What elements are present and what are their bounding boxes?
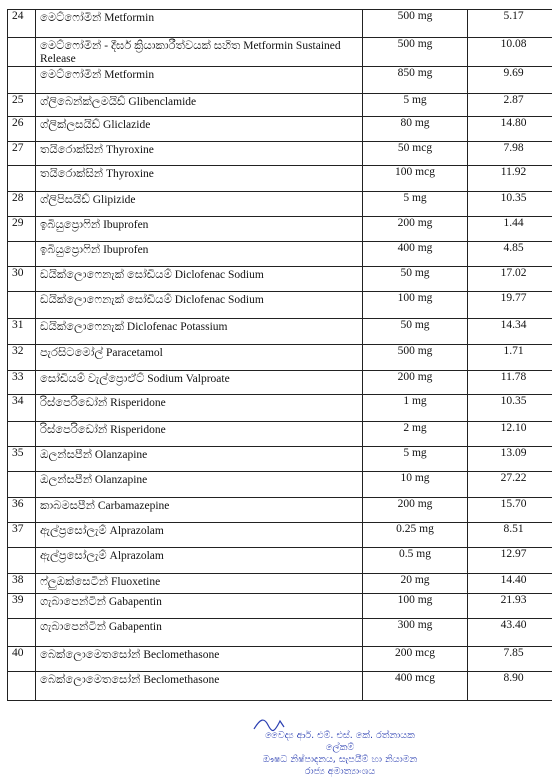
price-cell: 13.09 bbox=[468, 447, 552, 472]
row-number-cell: 24 bbox=[8, 10, 36, 38]
drug-name-cell bbox=[36, 472, 363, 498]
drug-name-text: තයිරොක්සින් Thyroxine bbox=[40, 144, 154, 156]
drug-name-text: ඔලන්සපීන් Olanzapine bbox=[40, 474, 148, 486]
drug-name-text: මෙට්ෆෝමින් Metformin bbox=[40, 69, 155, 81]
price-cell: 10.35 bbox=[468, 192, 552, 217]
drug-name-cell bbox=[36, 345, 363, 371]
table-row bbox=[8, 447, 552, 472]
table-row bbox=[8, 94, 552, 117]
drug-name-text: කාබමසපීන් Carbamazepine bbox=[40, 500, 170, 512]
row-number-cell: 36 bbox=[8, 498, 36, 523]
row-number-cell bbox=[8, 292, 36, 319]
drug-name-cell bbox=[36, 594, 363, 619]
dose-cell: 2 mg bbox=[363, 422, 468, 447]
drug-name-cell bbox=[36, 292, 363, 319]
row-number-cell: 37 bbox=[8, 523, 36, 548]
dose-cell: 10 mg bbox=[363, 472, 468, 498]
drug-name-text: ඔලන්සපීන් Olanzapine bbox=[40, 449, 148, 461]
price-cell: 9.69 bbox=[468, 67, 552, 94]
table-row bbox=[8, 498, 552, 523]
table-row bbox=[8, 67, 552, 94]
dose-cell: 5 mg bbox=[363, 192, 468, 217]
row-number-cell bbox=[8, 548, 36, 574]
drug-name-text: ෆ්ලුඔක්සෙටින් Fluoxetine bbox=[40, 576, 161, 588]
drug-name-cell bbox=[36, 94, 363, 117]
drug-name-text: ග්ලිබෙන්ක්ලමයිඩ් Glibenclamide bbox=[40, 96, 197, 108]
price-cell: 27.22 bbox=[468, 472, 552, 498]
table-row bbox=[8, 422, 552, 447]
table-row bbox=[8, 192, 552, 217]
price-cell: 7.85 bbox=[468, 647, 552, 672]
table-row bbox=[8, 672, 552, 701]
table-row bbox=[8, 217, 552, 242]
drug-name-text: ඉබියුප්‍රොෆින් Ibuprofen bbox=[40, 244, 149, 256]
table-row bbox=[8, 10, 552, 38]
price-cell: 12.97 bbox=[468, 548, 552, 574]
price-cell: 7.98 bbox=[468, 142, 552, 166]
table-row bbox=[8, 319, 552, 345]
dose-cell: 20 mg bbox=[363, 574, 468, 594]
row-number-cell: 33 bbox=[8, 371, 36, 395]
drug-name-cell bbox=[36, 548, 363, 574]
dose-cell: 200 mg bbox=[363, 217, 468, 242]
dose-cell: 200 mcg bbox=[363, 647, 468, 672]
table-row bbox=[8, 395, 552, 422]
drug-name-text: තයිරොක්සින් Thyroxine bbox=[40, 168, 154, 180]
price-cell: 2.87 bbox=[468, 94, 552, 117]
drug-name-cell bbox=[36, 67, 363, 94]
table-row bbox=[8, 267, 552, 292]
drug-name-cell bbox=[36, 523, 363, 548]
drug-name-text: ගැබාපෙන්ටින් Gabapentin bbox=[40, 596, 162, 608]
drug-name-text: ගැබාපෙන්ටින් Gabapentin bbox=[40, 621, 162, 633]
price-cell: 10.08 bbox=[468, 38, 552, 67]
row-number-cell bbox=[8, 619, 36, 647]
row-number-cell: 38 bbox=[8, 574, 36, 594]
price-cell: 10.35 bbox=[468, 395, 552, 422]
row-number-cell bbox=[8, 422, 36, 447]
table-row bbox=[8, 548, 552, 574]
price-cell: 17.02 bbox=[468, 267, 552, 292]
dose-cell: 0.25 mg bbox=[363, 523, 468, 548]
row-number-cell: 29 bbox=[8, 217, 36, 242]
drug-name-text: බෙක්ලොමෙතසෝන් Beclomethasone bbox=[40, 674, 220, 686]
drug-name-cell bbox=[36, 319, 363, 345]
row-number-cell bbox=[8, 166, 36, 192]
drug-name-cell bbox=[36, 422, 363, 447]
drug-name-cell bbox=[36, 142, 363, 166]
table-row bbox=[8, 472, 552, 498]
dose-cell: 100 mcg bbox=[363, 166, 468, 192]
dose-cell: 80 mg bbox=[363, 117, 468, 142]
signatory-name: වෛද්‍ය ආර්. එම්. එස්. කේ. රත්නායක bbox=[265, 730, 415, 741]
drug-name-text: රිස්පෙරිඩෝන් Risperidone bbox=[40, 424, 166, 436]
price-cell: 19.77 bbox=[468, 292, 552, 319]
drug-name-text: ඩයික්ලොෆෙනැක් සෝඩියම් Diclofenac Sodium bbox=[40, 269, 264, 281]
dose-cell: 0.5 mg bbox=[363, 548, 468, 574]
table-row bbox=[8, 574, 552, 594]
drug-name-text: රිස්පෙරිඩෝන් Risperidone bbox=[40, 397, 166, 409]
drug-name-text: ග්ලිපිසයිඩ් Glipizide bbox=[40, 194, 136, 206]
dose-cell: 100 mg bbox=[363, 292, 468, 319]
drug-name-text: ග්ලික්ලසයිඩ් Gliclazide bbox=[40, 119, 151, 131]
dose-cell: 50 mg bbox=[363, 319, 468, 345]
price-cell: 14.34 bbox=[468, 319, 552, 345]
drug-name-text: පැරසිටමෝල් Paracetamol bbox=[40, 347, 163, 359]
drug-name-text: ඇල්ප්‍රසෝලැම් Alprazolam bbox=[40, 550, 164, 562]
dose-cell: 400 mcg bbox=[363, 672, 468, 701]
drug-name-text: සෝඩියම් වැල්ප්‍රොඒට් Sodium Valproate bbox=[40, 373, 230, 385]
row-number-cell: 28 bbox=[8, 192, 36, 217]
drug-name-cell bbox=[36, 672, 363, 701]
row-number-cell bbox=[8, 672, 36, 701]
dose-cell: 50 mg bbox=[363, 267, 468, 292]
dose-cell: 5 mg bbox=[363, 94, 468, 117]
drug-price-table bbox=[7, 9, 552, 701]
table-row bbox=[8, 166, 552, 192]
table-body bbox=[8, 10, 552, 701]
row-number-cell: 32 bbox=[8, 345, 36, 371]
price-cell: 4.85 bbox=[468, 242, 552, 267]
table-row bbox=[8, 38, 552, 67]
row-number-cell: 25 bbox=[8, 94, 36, 117]
price-cell: 8.51 bbox=[468, 523, 552, 548]
table-row bbox=[8, 292, 552, 319]
drug-name-cell bbox=[36, 117, 363, 142]
drug-name-cell bbox=[36, 10, 363, 38]
drug-name-cell bbox=[36, 371, 363, 395]
row-number-cell: 26 bbox=[8, 117, 36, 142]
price-cell: 12.10 bbox=[468, 422, 552, 447]
drug-name-cell bbox=[36, 647, 363, 672]
dose-cell: 50 mcg bbox=[363, 142, 468, 166]
price-cell: 5.17 bbox=[468, 10, 552, 38]
dose-cell: 500 mg bbox=[363, 345, 468, 371]
drug-name-text: බෙක්ලොමෙතසෝන් Beclomethasone bbox=[40, 649, 220, 661]
drug-name-cell bbox=[36, 217, 363, 242]
table-row bbox=[8, 371, 552, 395]
price-cell: 1.44 bbox=[468, 217, 552, 242]
table-row bbox=[8, 117, 552, 142]
price-cell: 14.40 bbox=[468, 574, 552, 594]
dose-cell: 5 mg bbox=[363, 447, 468, 472]
price-cell: 1.71 bbox=[468, 345, 552, 371]
dose-cell: 500 mg bbox=[363, 10, 468, 38]
drug-name-text: ඇල්ප්‍රසෝලැම් Alprazolam bbox=[40, 525, 164, 537]
row-number-cell: 27 bbox=[8, 142, 36, 166]
drug-name-text: ඉබියුප්‍රොෆින් Ibuprofen bbox=[40, 219, 149, 231]
table-row bbox=[8, 142, 552, 166]
dose-cell: 1 mg bbox=[363, 395, 468, 422]
signatory-title: ලේකම් bbox=[325, 742, 355, 753]
drug-name-cell bbox=[36, 574, 363, 594]
dose-cell: 500 mg bbox=[363, 38, 468, 67]
row-number-cell: 40 bbox=[8, 647, 36, 672]
drug-name-text: මෙට්ෆෝමින් - දීර්ඝ ක්‍රියාකාරීත්වයක් සහිත Metformin Sustained Release bbox=[40, 40, 341, 65]
row-number-cell bbox=[8, 38, 36, 67]
row-number-cell bbox=[8, 242, 36, 267]
drug-name-cell bbox=[36, 447, 363, 472]
row-number-cell: 39 bbox=[8, 594, 36, 619]
price-cell: 15.70 bbox=[468, 498, 552, 523]
price-cell: 14.80 bbox=[468, 117, 552, 142]
table-row bbox=[8, 523, 552, 548]
drug-name-cell bbox=[36, 38, 363, 67]
dose-cell: 300 mg bbox=[363, 619, 468, 647]
price-cell: 21.93 bbox=[468, 594, 552, 619]
drug-name-cell bbox=[36, 619, 363, 647]
drug-name-text: ඩයික්ලොෆෙනැක් සෝඩියම් Diclofenac Sodium bbox=[40, 294, 264, 306]
drug-name-text: ඩයික්ලොෆෙනැක් Diclofenac Potassium bbox=[40, 321, 228, 333]
dose-cell: 100 mg bbox=[363, 594, 468, 619]
drug-name-cell bbox=[36, 267, 363, 292]
signatory-ministry: රාජ්‍ය අමාත්‍යාංශය bbox=[304, 766, 376, 777]
row-number-cell: 30 bbox=[8, 267, 36, 292]
price-cell: 11.78 bbox=[468, 371, 552, 395]
dose-cell: 200 mg bbox=[363, 371, 468, 395]
row-number-cell: 35 bbox=[8, 447, 36, 472]
table-row bbox=[8, 242, 552, 267]
price-cell: 43.40 bbox=[468, 619, 552, 647]
signatory-department: ඖෂධ නිෂ්පාදනය, සැපයීම් හා නියාමන bbox=[262, 754, 418, 765]
row-number-cell: 31 bbox=[8, 319, 36, 345]
drug-name-text: මෙට්ෆෝමින් Metformin bbox=[40, 12, 155, 24]
table-row bbox=[8, 345, 552, 371]
drug-name-cell bbox=[36, 166, 363, 192]
drug-name-cell bbox=[36, 498, 363, 523]
table-row bbox=[8, 647, 552, 672]
table-row bbox=[8, 619, 552, 647]
drug-name-cell bbox=[36, 242, 363, 267]
row-number-cell bbox=[8, 472, 36, 498]
dose-cell: 400 mg bbox=[363, 242, 468, 267]
row-number-cell: 34 bbox=[8, 395, 36, 422]
dose-cell: 850 mg bbox=[363, 67, 468, 94]
table-row bbox=[8, 594, 552, 619]
price-cell: 8.90 bbox=[468, 672, 552, 701]
drug-name-cell bbox=[36, 395, 363, 422]
row-number-cell bbox=[8, 67, 36, 94]
dose-cell: 200 mg bbox=[363, 498, 468, 523]
price-cell: 11.92 bbox=[468, 166, 552, 192]
drug-name-cell bbox=[36, 192, 363, 217]
